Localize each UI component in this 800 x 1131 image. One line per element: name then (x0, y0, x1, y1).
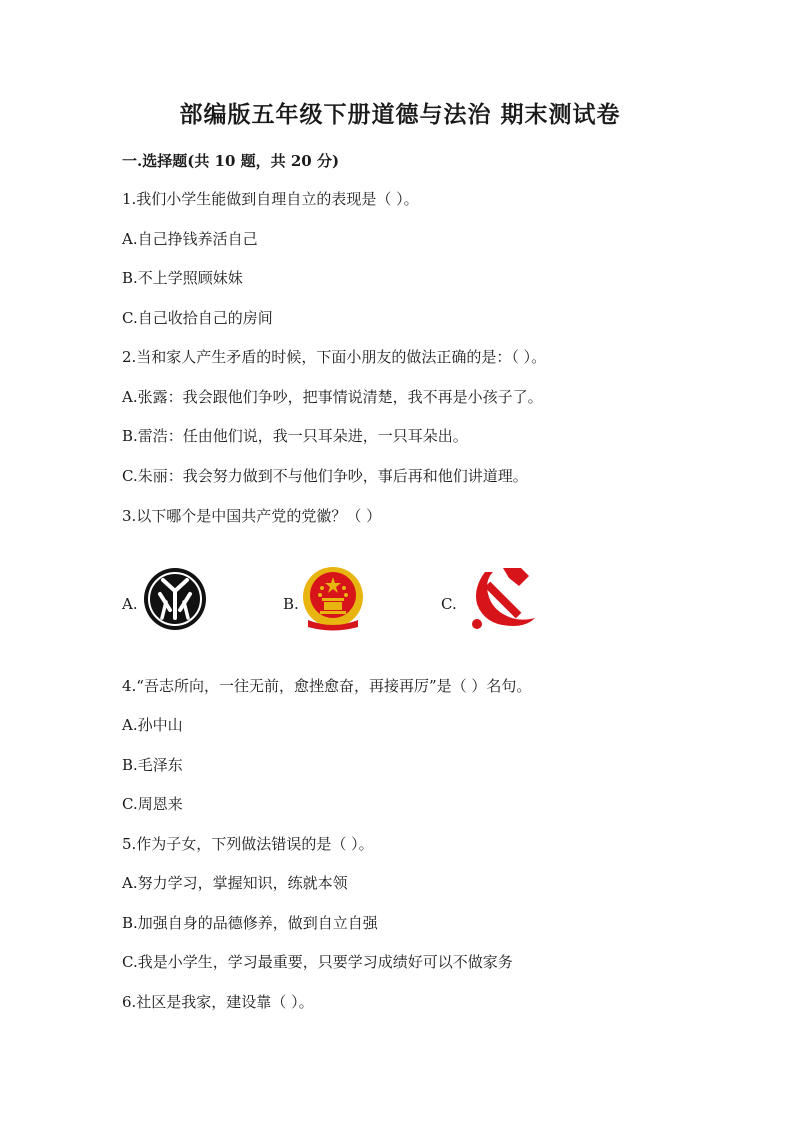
question-5-option-c: C.我是小学生，学习最重要，只要学习成绩好可以不做家务 (122, 953, 513, 971)
question-2-option-b: B.雷浩：任由他们说，我一只耳朵进，一只耳朵出。 (122, 427, 468, 445)
question-1-option-c: C.自己收拾自己的房间 (122, 309, 273, 327)
option-label: C. (441, 595, 457, 613)
question-1-option-a: A.自己挣钱养活自己 (122, 230, 258, 248)
option-label: A. (122, 595, 138, 613)
party-emblem-icon (463, 564, 539, 632)
peking-university-emblem-icon (142, 566, 208, 632)
question-5-option-b: B.加强自身的品德修养，做到自立自强 (122, 914, 378, 932)
question-3-stem: 3.以下哪个是中国共产党的党徽？（ ） (122, 507, 382, 525)
question-4-option-c: C.周恩来 (122, 795, 183, 813)
question-2-stem: 2.当和家人产生矛盾的时候，下面小朋友的做法正确的是：（ ）。 (122, 348, 547, 366)
question-6-stem: 6.社区是我家，建设靠（ ）。 (122, 993, 314, 1011)
question-2-option-c: C.朱丽：我会努力做到不与他们争吵，事后再和他们讲道理。 (122, 467, 528, 485)
question-3-option-c (441, 560, 551, 635)
national-emblem-icon (300, 564, 366, 634)
question-5-option-a: A.努力学习，掌握知识，练就本领 (122, 874, 348, 892)
question-1-stem: 1.我们小学生能做到自理自立的表现是（ ）。 (122, 190, 419, 208)
question-4-stem: 4.“吾志所向，一往无前，愈挫愈奋，再接再厉”是（ ）名句。 (122, 677, 532, 695)
question-4-option-a: A.孙中山 (122, 716, 183, 734)
question-5-stem: 5.作为子女，下列做法错误的是（ ）。 (122, 835, 374, 853)
section-heading: 一.选择题(共 10 题，共 20 分) (122, 152, 340, 170)
option-label: B. (283, 595, 299, 613)
question-4-option-b: B.毛泽东 (122, 756, 183, 774)
question-1-option-b: B.不上学照顾妹妹 (122, 269, 243, 287)
question-3-option-b (283, 560, 373, 635)
question-3-option-a (122, 560, 212, 635)
question-2-option-a: A.张露：我会跟他们争吵，把事情说清楚，我不再是小孩子了。 (122, 388, 543, 406)
exam-title: 部编版五年级下册道德与法治 期末测试卷 (179, 101, 621, 128)
